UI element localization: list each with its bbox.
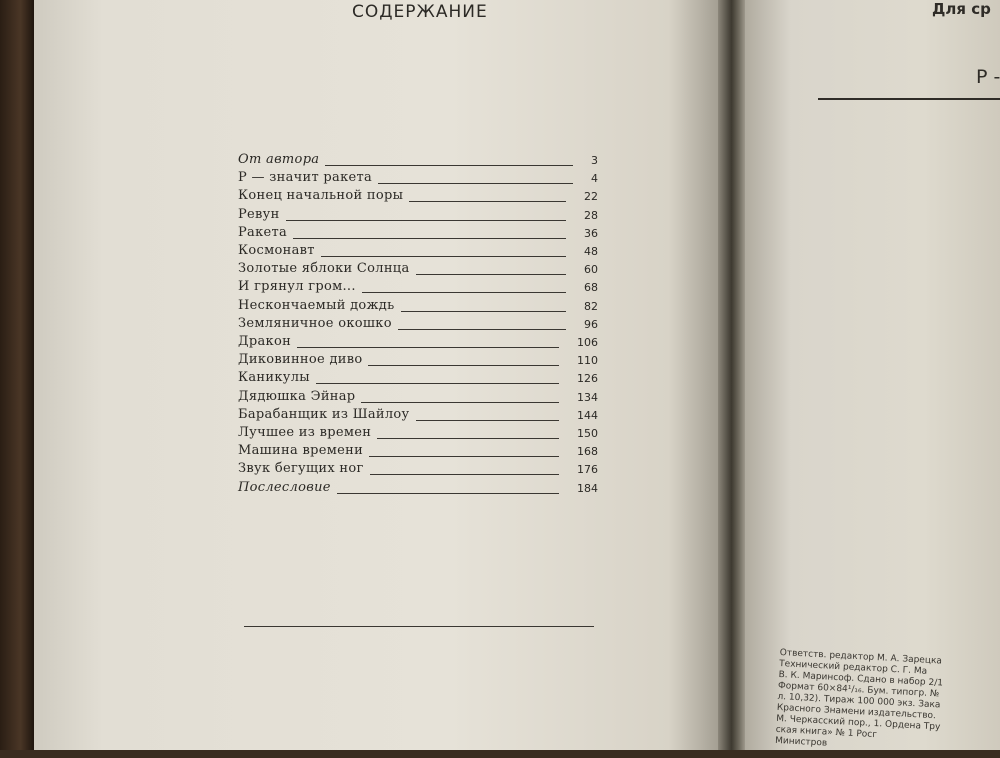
toc-entry-leader xyxy=(398,329,566,330)
toc-title: СОДЕРЖАНИЕ xyxy=(352,2,488,22)
toc-entry-leader xyxy=(297,347,559,348)
toc-entry-page: 150 xyxy=(577,427,598,440)
toc-entry-page: 4 xyxy=(591,172,598,186)
toc-entry xyxy=(238,334,598,352)
toc-entry-leader xyxy=(362,292,566,293)
page-bottom-rule xyxy=(244,626,594,627)
toc-entry-title: Каникулы xyxy=(238,370,310,386)
right-page-rule xyxy=(818,98,1000,100)
toc-entry xyxy=(238,370,598,388)
toc-entry-title: И грянул гром... xyxy=(238,279,356,295)
toc-entry xyxy=(238,316,598,334)
toc-entry xyxy=(238,243,598,261)
toc-entry-leader xyxy=(409,201,566,202)
toc-entry xyxy=(238,279,598,297)
toc-entry-page: 176 xyxy=(577,463,598,477)
toc-entry-leader xyxy=(378,183,573,184)
toc-entry-page: 28 xyxy=(584,208,598,222)
toc-entry-page: 106 xyxy=(577,336,598,349)
toc-entry-title: Звук бегущих ног xyxy=(238,461,364,477)
toc-entry-title: От автора xyxy=(238,152,320,167)
toc-entry-page: 22 xyxy=(584,190,598,204)
toc-entry-page: 60 xyxy=(584,263,598,277)
toc-entry-title: Лучшее из времен xyxy=(238,425,372,440)
toc-entry xyxy=(238,425,598,443)
toc-entry xyxy=(238,152,598,170)
toc-entry xyxy=(238,352,598,370)
toc-entry-page: 48 xyxy=(584,245,598,258)
toc-entry-title: Машина времени xyxy=(238,443,364,459)
toc-entry xyxy=(238,480,598,498)
toc-entry-leader xyxy=(401,311,566,312)
toc-entry-title: Дядюшка Эйнар xyxy=(238,388,356,404)
toc-entry xyxy=(238,188,598,206)
toc-entry-leader xyxy=(369,456,559,457)
toc-entry-leader xyxy=(337,493,559,494)
toc-entry xyxy=(238,261,598,279)
toc-entry xyxy=(238,225,598,243)
toc-entry-title: Земляничное окошко xyxy=(238,315,392,331)
toc-entry-page: 134 xyxy=(577,390,598,404)
toc-entry-page: 168 xyxy=(577,445,598,459)
toc-entry xyxy=(238,170,598,188)
toc-entry-title: Нескончаемый дождь xyxy=(238,297,395,313)
toc-entry xyxy=(238,389,598,407)
toc-entry-leader xyxy=(316,383,559,384)
toc-entry-leader xyxy=(286,220,566,221)
toc-entry-page: 96 xyxy=(584,317,598,331)
right-page-title-letter: Р - xyxy=(976,66,1000,88)
toc-entry-title: Космонавт xyxy=(238,243,315,258)
toc-entry-leader xyxy=(321,256,566,257)
toc-entry-leader xyxy=(416,420,559,421)
toc-entry-leader xyxy=(325,165,573,166)
toc-entry-title: Р — значит ракета xyxy=(238,170,373,186)
toc-entry-page: 144 xyxy=(577,408,598,422)
toc-entry-title: Конец начальной поры xyxy=(238,188,404,204)
toc-entry-page: 82 xyxy=(584,299,598,313)
toc-entry xyxy=(238,407,598,425)
toc-entry-leader xyxy=(368,365,559,366)
toc-entry-page: 184 xyxy=(577,481,598,495)
toc-entry-title: Золотые яблоки Солнца xyxy=(238,261,410,277)
imprint-text: Ответств. редактор М. А. Зарецка Технический редактор С. Г. Ма В. К. Маринсоф. Сдано в набор 2/1 Формат 60×84¹/₁₆. Бум. типогр. № л. 10,32). Тираж 100 000 экз. Зака Красного Знамени издательство. М. Черкасский пор., 1. Ордена Тру ская книга» № 1 Росг Министров xyxy=(774,648,944,749)
toc-entry xyxy=(238,443,598,461)
toc-entry-title: Послесловие xyxy=(238,479,331,495)
toc-entry xyxy=(238,461,598,479)
toc-entry-title: Дракон xyxy=(238,334,292,349)
toc-entry-leader xyxy=(361,402,559,403)
toc-entry-page: 68 xyxy=(584,281,598,295)
toc-entry xyxy=(238,207,598,225)
toc-entry-page: 36 xyxy=(584,226,598,240)
toc-entry xyxy=(238,298,598,316)
toc-entry-page: 3 xyxy=(591,154,598,167)
right-page-header: Для ср xyxy=(932,0,991,18)
toc-entry-leader xyxy=(377,438,559,439)
toc-entry-page: 110 xyxy=(577,354,598,368)
toc-entry-leader xyxy=(416,274,566,275)
toc-entry-title: Ревун xyxy=(238,206,280,222)
toc-entry-leader xyxy=(293,238,566,239)
toc-entry-title: Диковинное диво xyxy=(238,352,363,368)
toc-entry-page: 126 xyxy=(577,372,598,386)
toc-entry-title: Барабанщик из Шайлоу xyxy=(238,406,410,422)
toc-entry-title: Ракета xyxy=(238,224,288,240)
toc-entry-leader xyxy=(370,474,559,475)
